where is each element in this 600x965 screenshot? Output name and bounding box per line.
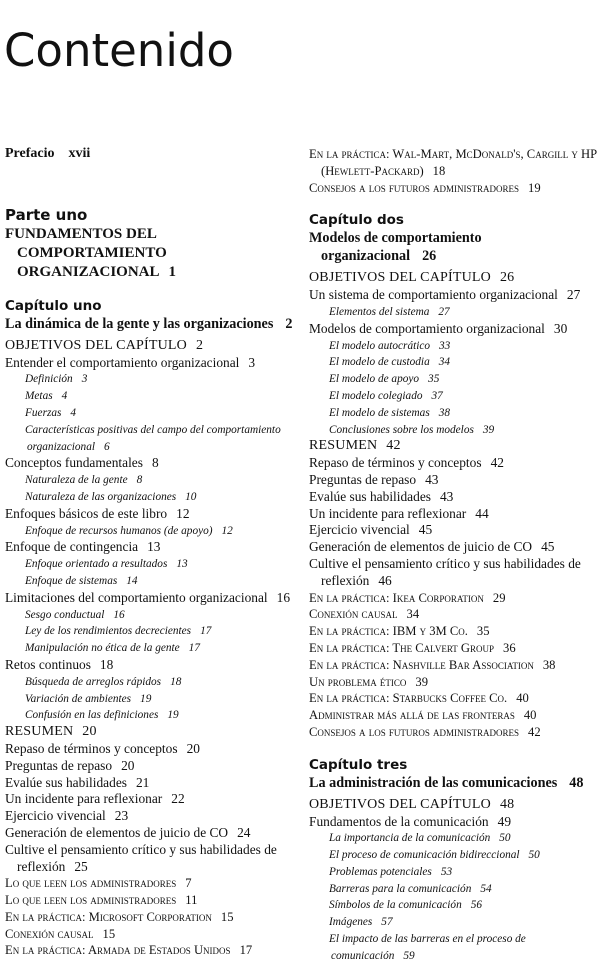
page-number: 57 [381, 916, 393, 929]
page-number: 50 [528, 849, 540, 862]
entry-text: Ley de los rendimientos decrecientes [25, 625, 192, 638]
feature-entry[interactable] [309, 690, 599, 707]
entry-text: Problemas potenciales [329, 865, 432, 878]
section-heading[interactable] [5, 338, 300, 355]
toc-subentry[interactable] [5, 388, 300, 405]
entry-text: Naturaleza de la gente [25, 474, 128, 487]
entry-text: Ejercicio vivencial [5, 808, 106, 824]
toc-subentry[interactable] [309, 914, 599, 931]
entry-text: Enfoque de sistemas [25, 574, 118, 587]
page-number: 29 [492, 590, 506, 605]
entry-text: Metas [25, 390, 53, 403]
entry-text: Fuerzas [25, 406, 62, 419]
page-number: 36 [503, 640, 516, 655]
feature-entry[interactable] [5, 942, 300, 959]
page-number: xvii [68, 146, 91, 161]
feature-entry[interactable] [309, 724, 599, 741]
entry-text: Definición [25, 373, 73, 386]
page-number: 13 [147, 539, 161, 555]
page-number: 13 [176, 558, 188, 571]
entry-text: Capítulo dos [309, 212, 404, 229]
entry-text: Manipulación no ética de la gente [25, 642, 180, 655]
page-number: 42 [386, 438, 401, 454]
entry-text: Retos continuos [5, 656, 91, 672]
page-number: 3 [248, 354, 256, 370]
page-number: 42 [490, 455, 504, 471]
page-number: 38 [542, 657, 556, 672]
part-heading[interactable] [5, 206, 300, 225]
page-number: 11 [185, 893, 198, 908]
page-number: 43 [439, 488, 454, 504]
toc-subentry[interactable] [309, 422, 599, 439]
chapter-title[interactable] [5, 315, 300, 333]
entry-text: Entender el comportamiento organizacional [5, 354, 240, 370]
entry-text: Barreras para la comunicación [329, 882, 472, 895]
entry-text: Prefacio [5, 146, 55, 161]
entry-text: El proceso de comunicación bidireccional [329, 849, 520, 862]
toc-entry[interactable] [5, 758, 300, 775]
entry-text: Capítulo uno [5, 297, 102, 314]
entry-text: Generación de elementos de juicio de CO [309, 539, 533, 555]
toc-entry[interactable] [5, 741, 300, 758]
entry-text: Enfoques básicos de este libro [5, 505, 168, 521]
feature-entry[interactable] [309, 590, 599, 607]
page-number: 30 [553, 320, 568, 336]
entry-text: El impacto de las barreras en el proceso de comunicación [329, 933, 526, 962]
toc-subentry[interactable] [5, 640, 300, 657]
page-number: 16 [113, 608, 125, 621]
toc-entry[interactable] [5, 825, 300, 842]
entry-text: Evalúe sus habilidades [309, 488, 431, 504]
page-number: 40 [516, 691, 529, 706]
entry-text: En la práctica: Microsoft Corporation [5, 909, 212, 924]
toc-subentry[interactable] [5, 422, 300, 456]
page-number: 4 [61, 390, 68, 403]
page-number: 27 [438, 305, 450, 318]
toc-subentry[interactable] [5, 371, 300, 388]
entry-text: Imágenes [329, 916, 373, 929]
toc-entry[interactable] [309, 287, 599, 304]
page-number: 24 [237, 824, 251, 840]
page-number: 50 [499, 832, 511, 845]
entry-text: Enfoque de recursos humanos (de apoyo) [25, 524, 213, 537]
spacer [5, 163, 300, 180]
feature-entry[interactable] [309, 674, 599, 691]
toc-subentry[interactable] [309, 304, 599, 321]
entry-text: En la práctica: Wal-Mart, McDonald's, Cargill y HP (Hewlett-Packard) [309, 147, 597, 178]
entry-text: Conexión causal [5, 926, 94, 941]
entry-text: Un incidente para reflexionar [5, 791, 163, 807]
page-number: 35 [428, 373, 440, 386]
entry-text: El modelo de apoyo [329, 373, 420, 386]
page-number: 26 [422, 248, 437, 265]
page-title: Contenido [4, 24, 234, 78]
feature-entry[interactable] [309, 146, 599, 180]
page-number: 37 [431, 389, 443, 402]
toc-entry[interactable] [309, 489, 599, 506]
toc-subentry[interactable] [5, 472, 300, 489]
toc-subentry[interactable] [309, 864, 599, 881]
toc-entry[interactable] [5, 455, 300, 472]
entry-text: Un incidente para reflexionar [309, 505, 467, 521]
page-number: 8 [151, 455, 159, 471]
toc-entry[interactable] [5, 539, 300, 556]
entry-text: Repaso de términos y conceptos [5, 740, 178, 756]
page-number: 8 [136, 474, 143, 487]
entry-text: La administración de las comunicaciones [309, 774, 558, 791]
entry-text: El modelo de sistemas [329, 406, 430, 419]
entry-text: Cultive el pensamiento crítico y sus habilidades de reflexión [309, 555, 581, 588]
entry-text: El modelo colegiado [329, 389, 423, 402]
entry-text: Naturaleza de las organizaciones [25, 490, 177, 503]
entry-text: En la práctica: Ikea Corporation [309, 590, 484, 605]
feature-entry[interactable] [309, 180, 599, 197]
toc-entry[interactable] [5, 791, 300, 808]
entry-text: Consejos a los futuros administradores [309, 724, 520, 739]
page-number: 25 [74, 858, 88, 874]
entry-text: Limitaciones del comportamiento organizacional [5, 589, 268, 605]
toc-subentry[interactable] [5, 523, 300, 540]
page-number: 35 [476, 624, 490, 639]
toc-subentry[interactable] [309, 897, 599, 914]
entry-text: RESUMEN [309, 438, 378, 454]
toc-entry[interactable] [309, 506, 599, 523]
entry-text: Evalúe sus habilidades [5, 774, 127, 790]
toc-entry[interactable] [309, 556, 599, 590]
toc-subentry[interactable] [309, 338, 599, 355]
feature-entry[interactable] [309, 606, 599, 623]
page-number: 17 [239, 943, 253, 958]
page-number: 39 [482, 423, 495, 436]
entry-text: Enfoque orientado a resultados [25, 558, 168, 571]
page-number: 16 [276, 589, 291, 605]
page-number: 7 [185, 876, 192, 891]
toc-entry[interactable] [309, 522, 599, 539]
toc-entry[interactable] [5, 506, 300, 523]
entry-text: Conceptos fundamentales [5, 455, 143, 471]
section-heading[interactable] [5, 724, 300, 741]
page-number: 48 [499, 796, 515, 812]
page-number: 39 [415, 674, 428, 689]
entry-text: En la práctica: Armada de Estados Unidos [5, 943, 231, 958]
toc-entry[interactable] [309, 455, 599, 472]
entry-text: El modelo autocrático [329, 339, 431, 352]
toc-subentry[interactable] [5, 674, 300, 691]
entry-text: La dinámica de la gente y las organizaciones [5, 315, 274, 332]
page-number: 38 [438, 406, 451, 419]
toc-subentry[interactable] [5, 691, 300, 708]
entry-text: Modelos de comportamiento organizacional [309, 320, 545, 336]
page-number: 2 [285, 315, 293, 332]
page-number: 48 [569, 774, 584, 791]
toc-subentry[interactable] [5, 556, 300, 573]
feature-entry[interactable] [309, 623, 599, 640]
page-number: 12 [176, 505, 190, 521]
toc-entry[interactable] [309, 814, 599, 831]
toc-entry[interactable] [309, 321, 599, 338]
entry-text: Parte uno [5, 205, 88, 224]
entry-text: Conexión causal [309, 607, 398, 622]
page-number: 34 [438, 356, 451, 369]
entry-text: Elementos del sistema [329, 305, 430, 318]
entry-text: Variación de ambientes [25, 692, 132, 705]
toc-entry[interactable] [5, 808, 300, 825]
page-number: 22 [171, 791, 185, 807]
page-number: 19 [167, 709, 179, 722]
page-number: 15 [220, 909, 234, 924]
page-number: 45 [541, 539, 555, 555]
page-number: 44 [475, 505, 489, 521]
page-number: 34 [406, 607, 420, 622]
entry-text: Un problema ético [309, 674, 407, 689]
feature-entry[interactable] [309, 640, 599, 657]
page-number: 15 [102, 926, 116, 941]
page-number: 42 [528, 724, 541, 739]
page-number: 2 [195, 337, 204, 353]
page-number: 20 [82, 724, 97, 740]
entry-text: La importancia de la comunicación [329, 832, 491, 845]
page-number: 10 [185, 490, 197, 503]
entry-text: OBJETIVOS DEL CAPÍTULO [5, 337, 187, 353]
entry-text: Preguntas de repaso [5, 757, 113, 773]
page-number: 3 [81, 373, 88, 386]
page-number: 18 [432, 163, 446, 178]
entry-text: OBJETIVOS DEL CAPÍTULO [309, 270, 491, 286]
entry-text: El modelo de custodia [329, 356, 430, 369]
page-number: 23 [114, 808, 129, 824]
chapter-heading[interactable] [309, 757, 599, 774]
toc-entry[interactable] [309, 539, 599, 556]
toc-subentry[interactable] [5, 405, 300, 422]
entry-text: RESUMEN [5, 724, 74, 740]
feature-entry[interactable] [309, 657, 599, 674]
page-number: 45 [418, 522, 433, 538]
feature-entry[interactable] [5, 909, 300, 926]
toc-subentry[interactable] [5, 489, 300, 506]
entry-text: Lo que leen los administradores [5, 893, 177, 908]
section-heading[interactable] [309, 797, 599, 814]
page-number: 19 [528, 180, 541, 195]
entry-text: Fundamentos de la comunicación [309, 813, 489, 829]
toc-subentry[interactable] [5, 607, 300, 624]
page-number: 54 [480, 882, 492, 895]
entry-text: Lo que leen los administradores [5, 876, 177, 891]
entry-text: Generación de elementos de juicio de CO [5, 824, 229, 840]
entry-text: FUNDAMENTOS DEL COMPORTAMIENTO ORGANIZACIONAL [5, 225, 167, 280]
page-number: 4 [70, 406, 77, 419]
toc-entry[interactable] [5, 355, 300, 372]
entry-text: Sesgo conductual [25, 608, 105, 621]
toc-subentry[interactable] [309, 388, 599, 405]
page-number: 17 [200, 625, 212, 638]
toc-entry[interactable] [309, 472, 599, 489]
toc-entry[interactable] [5, 775, 300, 792]
toc-subentry[interactable] [309, 405, 599, 422]
feature-entry[interactable] [5, 875, 300, 892]
page-number: 20 [186, 740, 200, 756]
page-number: 20 [121, 757, 135, 773]
toc-subentry[interactable] [5, 623, 300, 640]
part-title[interactable] [5, 225, 300, 282]
entry-text: Capítulo tres [309, 756, 408, 773]
entry-text: Búsqueda de arreglos rápidos [25, 675, 162, 688]
toc-entry[interactable] [5, 842, 300, 876]
entry-text: En la práctica: Nashville Bar Association [309, 657, 534, 672]
entry-text: Repaso de términos y conceptos [309, 455, 482, 471]
section-heading[interactable] [309, 438, 599, 455]
entry-text: Enfoque de contingencia [5, 539, 139, 555]
entry-text: Conclusiones sobre los modelos [329, 423, 474, 436]
page-number: 6 [104, 440, 110, 453]
entry-text: Preguntas de repaso [309, 471, 417, 487]
toc-subentry[interactable] [5, 707, 300, 724]
entry-text: En la práctica: The Calvert Group [309, 640, 495, 655]
toc-subentry[interactable] [309, 354, 599, 371]
toc-subentry[interactable] [309, 881, 599, 898]
entry-text: En la práctica: Starbucks Coffee Co. [309, 691, 508, 706]
entry-text: Símbolos de la comunicación [329, 899, 462, 912]
page-number: 27 [566, 287, 581, 303]
toc-subentry[interactable] [309, 931, 599, 965]
entry-text: Consejos a los futuros administradores [309, 180, 520, 195]
chapter-heading[interactable] [5, 298, 300, 315]
chapter-title[interactable] [309, 229, 599, 265]
page-number: 12 [221, 524, 233, 537]
page-number: 1 [168, 263, 177, 280]
entry-text: Características positivas del campo del comportamiento organizacional [25, 423, 281, 453]
feature-entry[interactable] [5, 926, 300, 943]
chapter-title[interactable] [309, 774, 599, 792]
entry-text: OBJETIVOS DEL CAPÍTULO [309, 796, 491, 812]
toc-subentry[interactable] [309, 371, 599, 388]
toc-subentry[interactable] [309, 847, 599, 864]
entry-text: Confusión en las definiciones [25, 709, 159, 722]
page-number: 21 [135, 774, 150, 790]
toc-right-column [309, 146, 599, 965]
page-number: 33 [439, 339, 451, 352]
page-number: 26 [499, 270, 515, 286]
entry-text: En la práctica: IBM y 3M Co. [309, 624, 468, 639]
toc-entry[interactable] [5, 590, 300, 607]
entry-text: Cultive el pensamiento crítico y sus habilidades de reflexión [5, 841, 277, 874]
toc-entry[interactable] [5, 657, 300, 674]
page-number: 43 [425, 471, 439, 487]
feature-entry[interactable] [5, 892, 300, 909]
page-number: 18 [170, 675, 182, 688]
entry-text: Administrar más allá de las fronteras [309, 708, 515, 723]
toc-left-column [5, 146, 300, 959]
entry-text: Un sistema de comportamiento organizacional [309, 287, 558, 303]
page-number: 56 [470, 899, 483, 912]
page-number: 17 [188, 642, 200, 655]
toc-subentry[interactable] [5, 573, 300, 590]
preface-entry[interactable] [5, 146, 300, 163]
page-number: 49 [497, 813, 512, 829]
feature-entry[interactable] [309, 707, 599, 724]
entry-text: Ejercicio vivencial [309, 522, 410, 538]
page-number: 19 [140, 692, 152, 705]
page-number: 40 [523, 708, 537, 723]
page-number: 59 [403, 949, 415, 962]
entry-text: Modelos de comportamiento organizacional [309, 230, 482, 265]
page-number: 53 [440, 865, 453, 878]
chapter-heading[interactable] [309, 212, 599, 229]
page-number: 46 [378, 572, 392, 588]
page-number: 14 [126, 574, 138, 587]
section-heading[interactable] [309, 270, 599, 287]
page-number: 18 [99, 656, 114, 672]
